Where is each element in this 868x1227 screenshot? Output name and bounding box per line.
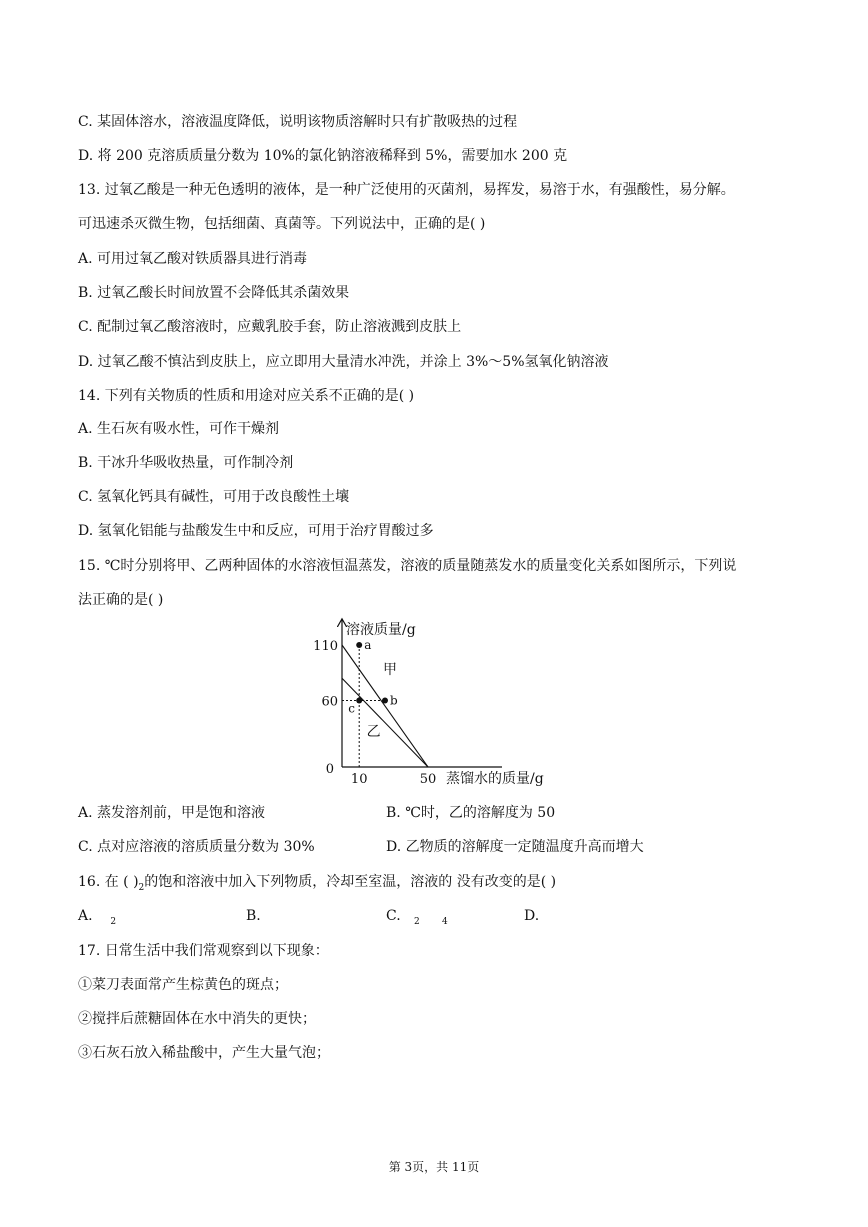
q12-option-d: D. 将 200 克溶质质量分数为 10%的氯化钠溶液稀释到 5%，需要加水 200 克 — [78, 148, 568, 164]
y-tick-label: 60 — [321, 694, 338, 710]
series-label: 甲 — [382, 661, 397, 678]
q14-option-c: C. 氢氧化钙具有碱性，可用于改良酸性土壤 — [78, 489, 350, 505]
q14-option-d: D. 氢氧化铝能与盐酸发生中和反应，可用于治疗胃酸过多 — [78, 523, 434, 539]
x-tick-label: 50 — [419, 772, 437, 787]
q16-option-d: D. — [524, 908, 540, 924]
q13-option-b: B. 过氧乙酸长时间放置不会降低其杀菌效果 — [78, 285, 350, 301]
q13-option-a: A. 可用过氧乙酸对铁质器具进行消毒 — [78, 251, 308, 267]
q14-option-a: A. 生石灰有吸水性，可作干燥剂 — [78, 421, 280, 437]
series-label: 乙 — [366, 723, 381, 740]
q16-option-a-label: A. — [78, 908, 93, 924]
q16-option-a — [78, 906, 116, 932]
x-tick-label: 10 — [350, 772, 368, 787]
y-tick-label: 110 — [313, 639, 338, 654]
q13-stem-line1: 13. 过氧乙酸是一种无色透明的液体，是一种广泛使用的灭菌剂，易挥发，易溶于水，有强酸性，易分解。 — [78, 182, 735, 198]
x-axis-label: 蒸馏水的质量/g — [446, 771, 544, 787]
q15-option-b: B. ℃时，乙的溶解度为 50 — [386, 805, 556, 821]
y-axis-label: 溶液质量/g — [346, 622, 416, 638]
q13-option-c: C. 配制过氧乙酸溶液时，应戴乳胶手套，防止溶液溅到皮肤上 — [78, 319, 462, 335]
q13-stem-line2: 可迅速杀灭微生物，包括细菌、真菌等。下列说法中，正确的是( ) — [78, 216, 486, 232]
q17-stem: 17. 日常生活中我们常观察到以下现象： — [78, 943, 329, 959]
q17-item-2: ②搅拌后蔗糖固体在水中消失的更快； — [78, 1011, 316, 1027]
q16-stem-subscript: 2 — [138, 882, 145, 893]
q14-option-b: B. 干冰升华吸收热量，可作制冷剂 — [78, 455, 294, 471]
q16-option-c-subscript-1: 2 — [414, 916, 420, 927]
q15-stem-line2: 法正确的是( ) — [78, 592, 164, 608]
q17-item-3: ③石灰石放入稀盐酸中，产生大量气泡； — [78, 1045, 330, 1061]
q14-stem: 14. 下列有关物质的性质和用途对应关系不正确的是( ) — [78, 388, 415, 404]
q15-stem-line1: 15. ℃时分别将甲、乙两种固体的水溶液恒温蒸发，溶液的质量随蒸发水的质量变化关系如图所示，下列说 — [78, 558, 737, 574]
q16-option-a-subscript: 2 — [110, 916, 117, 927]
q15-option-a: A. 蒸发溶剂前，甲是饱和溶液 — [78, 805, 266, 821]
data-point — [382, 697, 388, 703]
series-line — [342, 678, 428, 767]
point-label: b — [390, 693, 398, 708]
q16-stem — [78, 872, 556, 898]
q15-option-d: D. 乙物质的溶解度一定随温度升高而增大 — [386, 839, 644, 855]
q13-option-d: D. 过氧乙酸不慎沾到皮肤上，应立即用大量清水冲洗，并涂上 3%～5%氢氧化钠溶液 — [78, 354, 609, 370]
page-footer: 第 3页，共 11页 — [388, 1160, 480, 1174]
q16-option-c-subscript-2: 4 — [442, 916, 448, 927]
q16-option-b: B. — [246, 908, 261, 924]
point-label: c — [348, 701, 355, 716]
point-label: a — [364, 638, 372, 652]
q16-option-c-label: C. — [386, 908, 401, 924]
data-point — [356, 642, 362, 648]
solution-mass-chart — [300, 612, 570, 794]
q16-stem-prefix: 16. 在 ( ) — [78, 874, 139, 890]
q16-option-c — [386, 906, 448, 932]
q15-option-c: C. 点对应溶液的溶质质量分数为 30% — [78, 839, 315, 855]
q16-stem-suffix: 的饱和溶液中加入下列物质，冷却至室温，溶液的 没有改变的是( ) — [144, 874, 557, 890]
data-point — [356, 697, 362, 703]
q12-option-c: C. 某固体溶水，溶液温度降低，说明该物质溶解时只有扩散吸热的过程 — [78, 114, 518, 130]
q17-item-1: ①菜刀表面常产生棕黄色的斑点； — [78, 977, 288, 993]
origin-label: 0 — [325, 762, 334, 777]
